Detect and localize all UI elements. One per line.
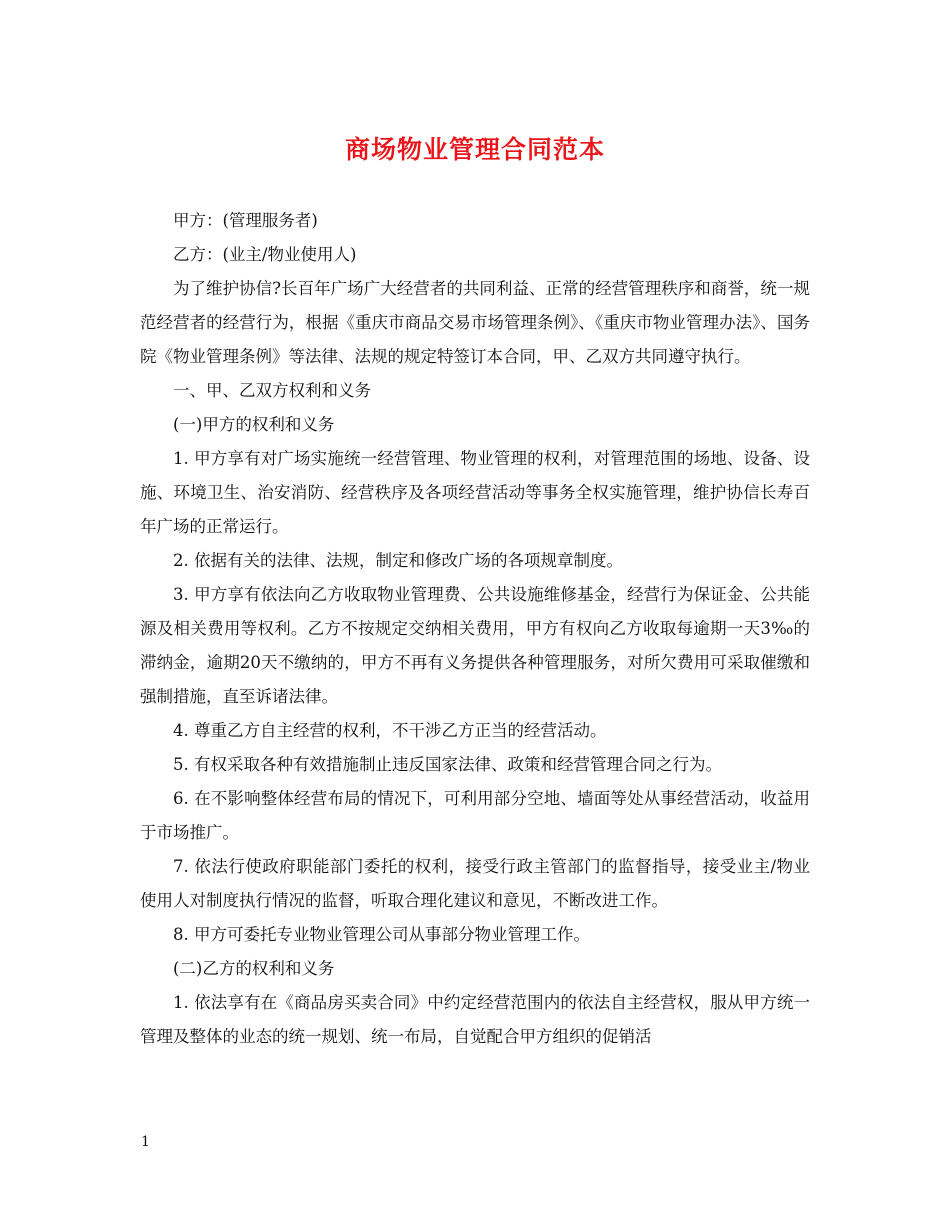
section-heading: 一、甲、乙双方权利和义务 xyxy=(173,381,371,400)
preamble-paragraph: 为了维护协信?长百年广场广大经营者的共同利益、正常的经营管理秩序和商誉，统一规范经营者的经营行为，根据《重庆市商品交易市场管理条例》、《重庆市物业管理办法》、国务院《物业管理条例》等法律、法规的规定特签订本合同，甲、乙双方共同遵守执行。 xyxy=(140,279,810,366)
subsection-heading: (一)甲方的权利和义务 xyxy=(173,415,335,434)
document-title: 商场物业管理合同范本 xyxy=(344,135,605,164)
clause-paragraph: 8. 甲方可委托专业物业管理公司从事部分物业管理工作。 xyxy=(173,925,590,944)
clause-paragraph: 2. 依据有关的法律、法规，制定和修改广场的各项规章制度。 xyxy=(173,551,623,570)
party-b-line: 乙方：(业主/物业使用人) xyxy=(173,245,357,264)
clause-paragraph: 4. 尊重乙方自主经营的权利，不干涉乙方正当的经营活动。 xyxy=(173,721,607,740)
clause-paragraph: 7. 依法行使政府职能部门委托的权利，接受行政主管部门的监督指导，接受业主/物业使用人对制度执行情况的监督，听取合理化建议和意见，不断改进工作。 xyxy=(140,857,810,910)
clause-paragraph: 5. 有权采取各种有效措施制止违反国家法律、政策和经营管理合同之行为。 xyxy=(173,755,722,774)
clause-paragraph: 3. 甲方享有依法向乙方收取物业管理费、公共设施维修基金，经营行为保证金、公共能源及相关费用等权利。乙方不按规定交纳相关费用，甲方有权向乙方收取每逾期一天3‰的滞纳金，逾期20天不缴纳的，甲方不再有义务提供各种管理服务，对所欠费用可采取催缴和强制措施，直至诉诸法律。 xyxy=(140,585,810,706)
page-number: 1 xyxy=(141,1134,150,1150)
clause-paragraph: 6. 在不影响整体经营布局的情况下，可利用部分空地、墙面等处从事经营活动，收益用于市场推广。 xyxy=(140,789,810,842)
subsection-heading: (二)乙方的权利和义务 xyxy=(173,959,335,978)
clause-paragraph: 1. 依法享有在《商品房买卖合同》中约定经营范围内的依法自主经营权，服从甲方统一管理及整体的业态的统一规划、统一布局，自觉配合甲方组织的促销活 xyxy=(140,993,810,1046)
party-a-line: 甲方：(管理服务者) xyxy=(173,211,318,230)
document-body xyxy=(140,204,810,1054)
clause-paragraph: 1. 甲方享有对广场实施统一经营管理、物业管理的权利，对管理范围的场地、设备、设施、环境卫生、治安消防、经营秩序及各项经营活动等事务全权实施管理，维护协信长寿百年广场的正常运行。 xyxy=(140,449,810,536)
